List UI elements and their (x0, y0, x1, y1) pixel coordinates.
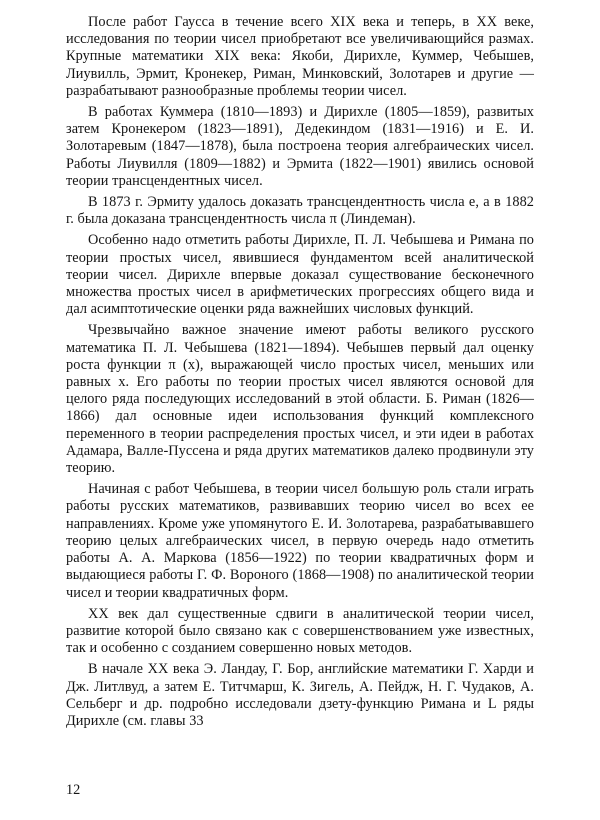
paragraph-russian-mathematicians: Начиная с работ Чебышева, в теории чисел большую роль стали играть работы русских математиков, развивавших теорию чисел во всех ее направлениях. Кроме уже упомянутого Е. И. Золотарева, разрабатывавшего теорию целых алгебраических чисел, в первую очередь надо отметить работы А. А. Маркова (1856—1922) по теории квадратичных форм и выдающиеся работы Г. Ф. Вороного (1868—1908) по аналитической теории чисел и теории квадратичных форм. (66, 481, 534, 601)
page-text (66, 14, 534, 730)
paragraph-prime-numbers: Особенно надо отметить работы Дирихле, П. Л. Чебышева и Римана по теории простых чисел, явившиеся фундаментом всей аналитической теории чисел. Дирихле впервые доказал существование бесконечного множества простых чисел в арифметических прогрессиях общего вида и дал асимптотические оценки ряда важнейших числовых функций. (66, 232, 534, 318)
paragraph-algebraic-numbers: В работах Куммера (1810—1893) и Дирихле (1805—1859), развитых затем Кронекером (1823—1891), Дедекиндом (1831—1916) и Е. И. Золотаревым (1847—1878), была построена теория алгебраических чисел. Работы Лиувилля (1809—1882) и Эрмита (1822—1901) явились основой теории трансцендентных чисел. (66, 104, 534, 189)
page-number: 12 (66, 782, 81, 798)
paragraph-zeta-function: В начале XX века Э. Ландау, Г. Бор, английские математики Г. Харди и Дж. Литлвуд, а затем Е. Титчмарш, К. Зигель, А. Пейдж, Н. Г. Чудаков, А. Сельберг и др. подробно исследовали дзету-функцию Римана и L ряды Дирихле (см. главы 33 (66, 661, 534, 729)
paragraph-transcendence: В 1873 г. Эрмиту удалось доказать трансцендентность числа e, а в 1882 г. была доказана трансцендентность числа π (Линдеман). (66, 194, 534, 228)
paragraph-chebyshev: Чрезвычайно важное значение имеют работы великого русского математика П. Л. Чебышева (1821—1894). Чебышев первый дал оценку роста функции π (x), выражающей число простых чисел, меньших или равных x. Его работы по теории простых чисел являются основой для целого ряда последующих исследований в этой области. Б. Риман (1826—1866) дал основные идеи использования функций комплексного переменного в теории распределения простых чисел, и эти идеи в работах Адамара, Валле-Пуссена и ряда других математиков далеко продвинули эту теорию. (66, 322, 534, 477)
paragraph-gauss-19th-century: После работ Гаусса в течение всего XIX века и теперь, в XX веке, исследования по теории чисел приобретают все увеличивающийся размах. Крупные математики XIX века: Якоби, Дирихле, Куммер, Чебышев, Лиувилль, Эрмит, Кронекер, Риман, Минковский, Золотарев и другие — разрабатывают разнообразные проблемы теории чисел. (66, 14, 534, 99)
paragraph-20th-century: XX век дал существенные сдвиги в аналитической теории чисел, развитие которой было связано как с совершенствованием уже известных, так и особенно с созданием совершенно новых методов. (66, 605, 534, 657)
